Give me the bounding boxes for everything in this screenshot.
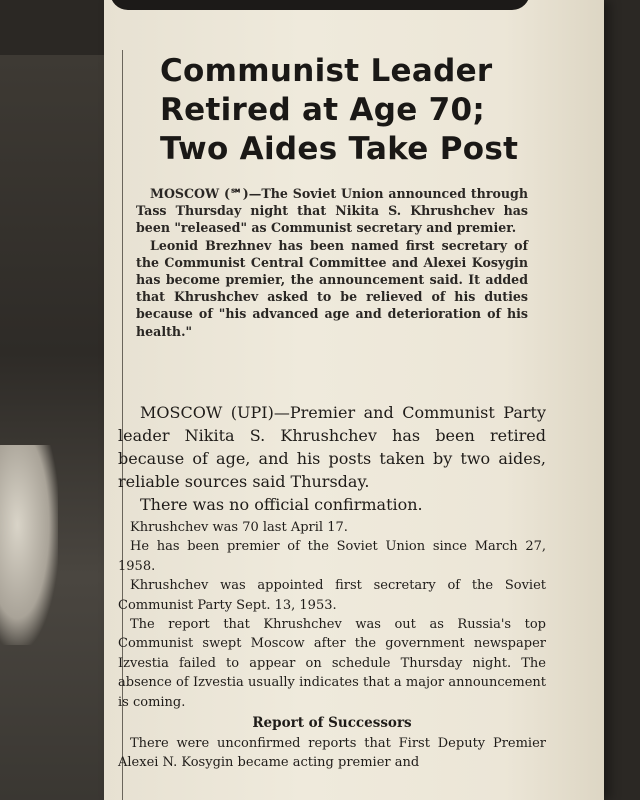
article-paragraph-5: The report that Khrushchev was out as Russia's top Communist swept Moscow after the government newspaper Izvestia failed to appear on schedule Thursday night. The absence of Izvestia usually indicates that a major announcement is coming. (118, 617, 546, 710)
headline-line-2: Retired at Age 70; (160, 92, 486, 128)
headline-line-1: Communist Leader (160, 53, 493, 89)
bulletin-paragraph-1: MOSCOW (℠)—The Soviet Union announced through Tass Thursday night that Nikita S. Khrushchev has been "released" as Communist secretary and premier. (136, 186, 528, 236)
ap-bulletin (136, 185, 528, 340)
article-subhead: Report of Successors (252, 715, 412, 732)
headline-line-3: Two Aides Take Post (160, 131, 519, 167)
photo-figure (0, 445, 58, 645)
news-photo (0, 55, 112, 800)
article-paragraph-2: Khrushchev was 70 last April 17. (130, 520, 348, 535)
masthead-fragment (110, 0, 530, 10)
bulletin-paragraph-2: Leonid Brezhnev has been named first secretary of the Communist Central Committee and Alexei Kosygin has become premier, the announcement said. It added that Khrushchev asked to be relieved of his duties because of "his advanced age and deterioration of his health." (136, 237, 528, 339)
article-paragraph-6: There were unconfirmed reports that First Deputy Premier Alexei N. Kosygin became acting premier and (118, 736, 546, 771)
article-paragraph-4: Khrushchev was appointed first secretary of the Soviet Communist Party Sept. 13, 1953. (118, 578, 546, 613)
article-paragraph-3: He has been premier of the Soviet Union since March 27, 1958. (118, 539, 546, 574)
article-lead: MOSCOW (UPI)—Premier and Communist Party leader Nikita S. Khrushchev has been retired because of age, and his posts taken by two aides, reliable sources said Thursday. (118, 403, 546, 491)
headline (160, 52, 580, 169)
article-paragraph-1: There was no official confirmation. (140, 495, 423, 514)
article-body (118, 401, 546, 773)
